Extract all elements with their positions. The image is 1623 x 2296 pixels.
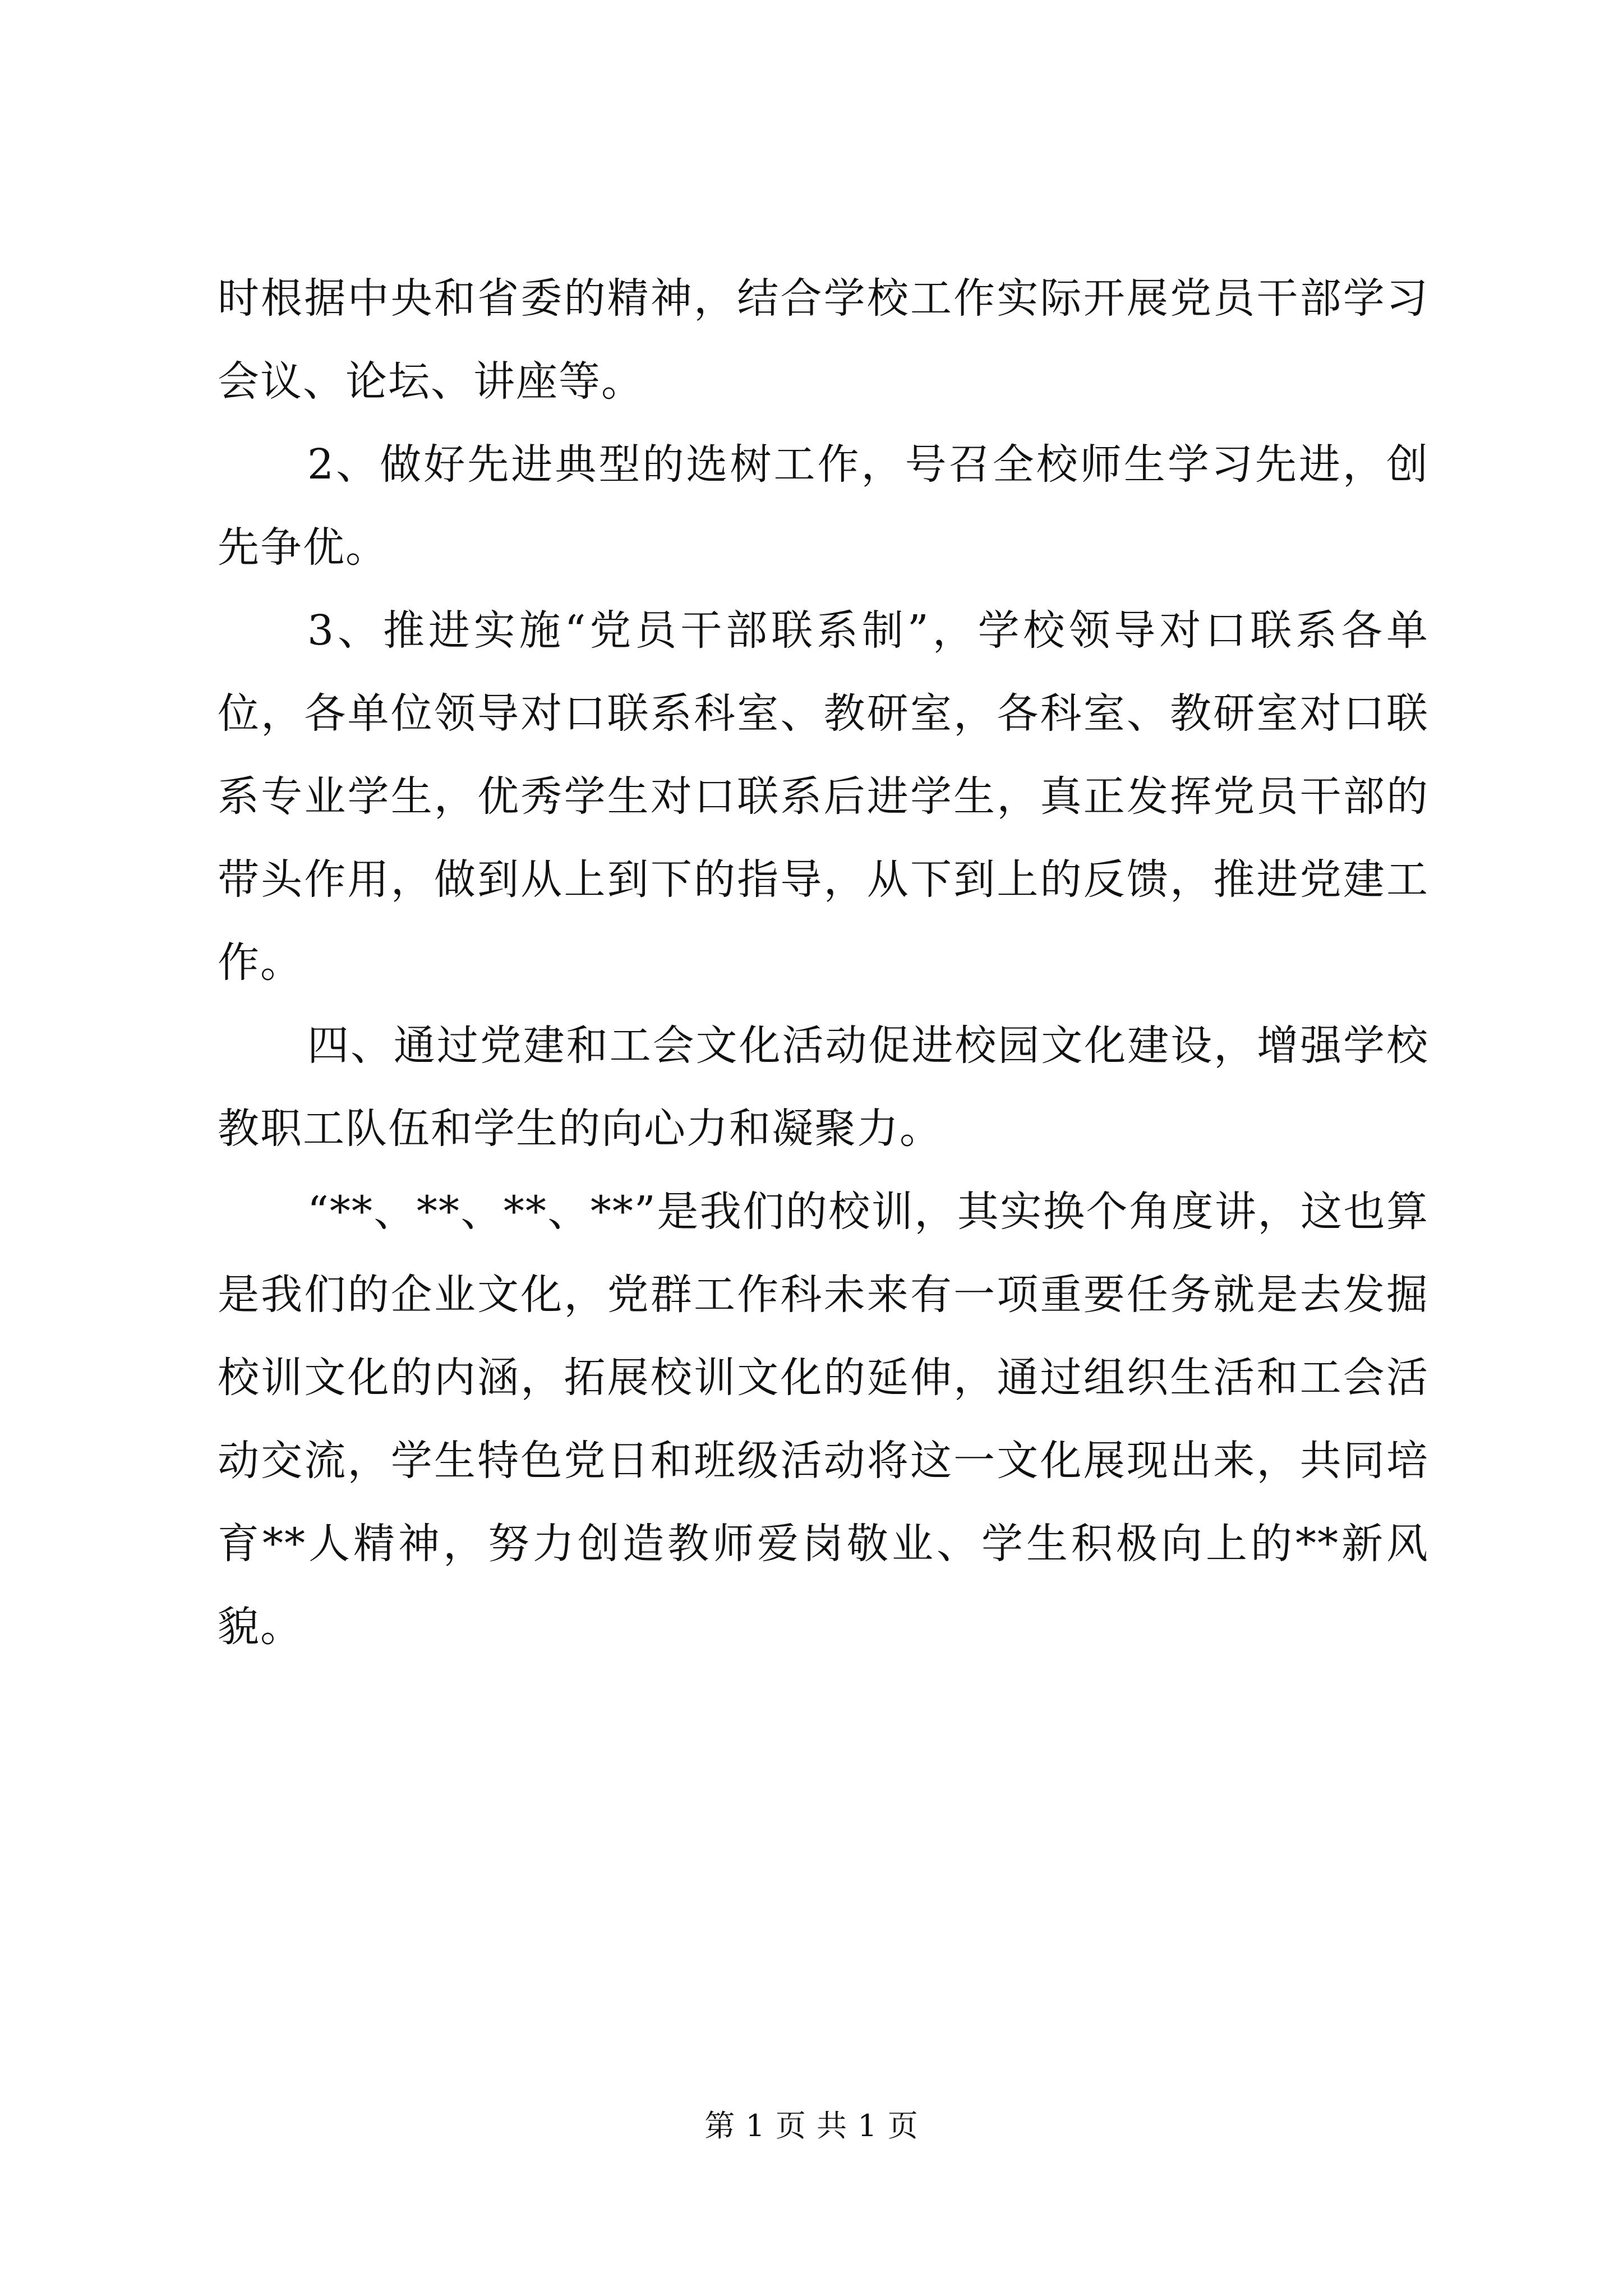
document-body bbox=[218, 257, 1429, 1668]
paragraph-item-2: 2、做好先进典型的选树工作，号召全校师生学习先进，创先争优。 bbox=[218, 440, 1429, 572]
paragraph-section-4: 四、通过党建和工会文化活动促进校园文化建设，增强学校教职工队伍和学生的向心力和凝聚力。 bbox=[218, 1022, 1429, 1153]
page-footer: 第 1 页 共 1 页 bbox=[704, 2108, 919, 2143]
paragraph-item-3: 3、推进实施“党员干部联系制”，学校领导对口联系各单位，各单位领导对口联系科室、教研室，各科室、教研室对口联系专业学生，优秀学生对口联系后进学生，真正发挥党员干部的带头作用，做到从上到下的指导，从下到上的反馈，推进党建工作。 bbox=[218, 606, 1429, 987]
paragraph-school-motto: “**、**、**、**”是我们的校训，其实换个角度讲，这也算是我们的企业文化，党群工作科未来有一项重要任务就是去发掘校训文化的内涵，拓展校训文化的延伸，通过组织生活和工会活动交流，学生特色党日和班级活动将这一文化展现出来，共同培育**人精神，努力创造教师爱岗敬业、学生积极向上的**新风貌。 bbox=[218, 1188, 1429, 1651]
paragraph-continuation: 时根据中央和省委的精神，结合学校工作实际开展党员干部学习会议、论坛、讲座等。 bbox=[218, 274, 1429, 406]
